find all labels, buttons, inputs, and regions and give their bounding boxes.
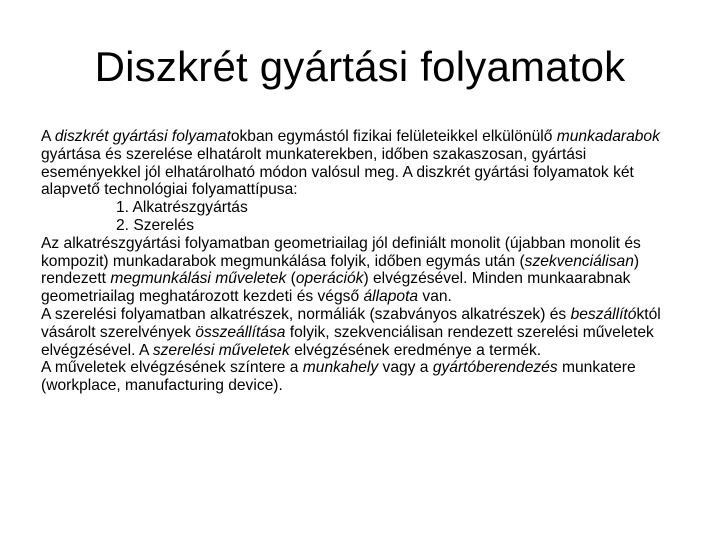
text-segment: A bbox=[41, 128, 55, 145]
text-segment: ) rendezett bbox=[41, 252, 640, 288]
list-item bbox=[41, 199, 681, 217]
italic-term: munkahely bbox=[302, 359, 379, 377]
text-segment: Az alkatrészgyártási folyamatban geometriailag jól definiált monolit (újabban monolit és kompozit) munkadarabok megmunkálása folyik, időben egymás után ( bbox=[41, 234, 641, 270]
italic-term: megmunkálási műveletek bbox=[110, 270, 287, 288]
italic-term: gyártóberendezés bbox=[432, 359, 558, 377]
italic-term: operációk bbox=[295, 270, 364, 288]
italic-term: állapota bbox=[363, 288, 419, 306]
text-segment: 2. Szerelés bbox=[116, 216, 195, 234]
body-paragraph bbox=[41, 128, 681, 199]
text-segment: A szerelési folyamatban alkatrészek, normáliák (szabványos alkatrészek) és bbox=[41, 305, 571, 323]
text-segment: folyik, szekvenciálisan rendezett szerelési műveletek elvégzésével. A bbox=[41, 323, 654, 359]
italic-term: beszállító bbox=[570, 305, 637, 323]
slide-body bbox=[41, 128, 681, 395]
body-paragraph bbox=[41, 306, 681, 359]
body-paragraph bbox=[41, 359, 681, 395]
italic-term: szekvenciálisan bbox=[524, 252, 634, 270]
text-segment: ) elvégzésével. Minden munkaarabnak geometriailag meghatározott kezdeti és végső bbox=[41, 270, 631, 306]
italic-term: szerelési műveletek bbox=[152, 341, 290, 359]
text-segment: 1. Alkatrészgyártás bbox=[116, 199, 248, 217]
text-segment: elvégzésének eredménye a termék. bbox=[289, 341, 542, 359]
text-segment: A műveletek elvégzésének színtere a bbox=[41, 359, 303, 377]
italic-term: diszkrét gyártási folyamat bbox=[54, 128, 231, 145]
italic-term: összeállítása bbox=[195, 323, 286, 341]
slide-title: Diszkrét gyártási folyamatok bbox=[94, 43, 626, 90]
text-segment: munkatere (workplace, manufacturing device). bbox=[41, 359, 636, 395]
text-segment: okban egymástól fizikai felületeikkel elkülönülő bbox=[230, 128, 557, 145]
text-segment: gyártása és szerelése elhatárolt munkaterekben, időben szakaszosan, gyártási eseményekkel jól elhatárolható módon valósul meg. A diszkrét gyártási folyamatok két alapvető technológiai folyamattípusa: bbox=[41, 145, 634, 199]
text-segment: vagy a bbox=[378, 359, 433, 377]
body-paragraph bbox=[41, 235, 681, 306]
text-segment: któl vásárolt szerelvények bbox=[41, 305, 661, 341]
list-item bbox=[41, 217, 681, 235]
text-segment: ( bbox=[286, 270, 296, 288]
italic-term: munkadarabok bbox=[556, 128, 660, 145]
text-segment: van. bbox=[418, 288, 452, 306]
